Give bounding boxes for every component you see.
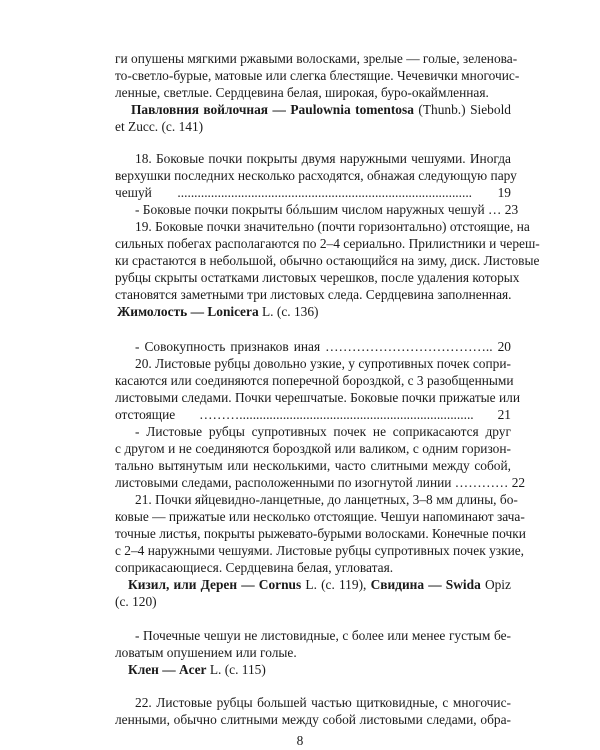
genus-heading: Жимолость — Lonicera L. (с. 136) xyxy=(117,304,319,319)
genus-heading: Кизил, или Дерен — Cornus L. (с. 119), Свидина — Swida Opiz xyxy=(128,577,511,592)
text-line: ковые — прижатые или несколько отстоящие. Чешуи напоминают зача- xyxy=(115,509,525,524)
key-alternative: - Почечные чешуи не листовидные, с более или менее густым бе- xyxy=(135,628,511,643)
text-line: тально вытянутым или несколькими, часто слитными между собой, xyxy=(115,458,511,473)
text-line: с 2–4 наружными чешуями. Листовые рубцы супротивных почек узкие, xyxy=(115,543,525,558)
text-line: соприкасающиеся. Сердцевина белая, угловатая. xyxy=(115,560,394,575)
text-line: то-светло-бурые, матовые или слегка блестящие. Чечевички многочис- xyxy=(115,68,520,83)
key-alternative: - Листовые рубцы супротивных почек не соприкасаются друг xyxy=(135,424,511,439)
text-line: касаются или соединяются поперечной бороздкой, с 3 разобщенными xyxy=(115,373,514,388)
text-line: сильных побегах располагаются по 2–4 сериально. Прилистники и череш- xyxy=(115,236,540,251)
text-line: рубцы скрыты остатками листовых черешков, после удаления которых xyxy=(115,270,520,285)
key-alternative: - Совокупность признаков иная ……………………………….. 20 xyxy=(135,339,511,354)
text-line: листовыми следами, расположенными по изогнутой линии ………… 22 xyxy=(115,475,526,490)
text-line: ленные, светлые. Сердцевина белая, широкая, буро-окаймленная. xyxy=(115,85,489,100)
key-entry-19: 19. Боковые почки значительно (почти горизонтально) отстоящие, на xyxy=(135,219,530,234)
genus-heading-cont: (с. 120) xyxy=(115,594,157,609)
key-entry-22: 22. Листовые рубцы большей частью щитковидные, с многочис- xyxy=(135,695,511,710)
text-line: верхушки последних несколько расходятся, обнажая следующую пару xyxy=(115,168,517,183)
key-entry-21: 21. Почки яйцевидно-ланцетные, до ланцетных, 3–8 мм длины, бо- xyxy=(135,492,518,507)
text-line: листовыми следами. Почки черешчатые. Боковые почки прижатые или xyxy=(115,390,520,405)
text-line: ки срастаются в небольшой, обычно остающийся на зиму, диск. Листовые xyxy=(115,253,540,268)
text-line: точные листья, покрыты рыжевато-бурыми волосками. Конечные почки xyxy=(115,526,526,541)
text-line: ленными, обычно слитными между собой листовыми следами, обра- xyxy=(115,712,511,727)
key-entry-18: 18. Боковые почки покрыты двумя наружными чешуями. Иногда xyxy=(135,151,511,166)
key-entry-20: 20. Листовые рубцы довольно узкие, у супротивных почек сопри- xyxy=(135,356,511,371)
genus-heading: Павловния войлочная — Paulownia tomentosa (Thunb.) Siebold xyxy=(131,102,511,117)
text-line: становятся заметными три листовых следа. Сердцевина заполненная. xyxy=(115,287,512,302)
genus-heading-cont: et Zucc. (с. 141) xyxy=(115,119,204,134)
text-line: отстоящие ………...................................................................... 21 xyxy=(115,407,511,422)
genus-heading: Клен — Acer L. (с. 115) xyxy=(128,662,266,677)
text-line: ги опушены мягкими ржавыми волосками, зрелые — голые, зеленова- xyxy=(115,51,518,66)
text-line: ловатым опушением или голые. xyxy=(115,645,297,660)
page-number: 8 xyxy=(296,733,304,748)
key-alternative: - Боковые почки покрыты бóльшим числом наружных чешуй … 23 xyxy=(135,202,519,217)
text-line: чешуй ........................................................................................ 19 xyxy=(115,185,511,200)
text-line: с другом и не соединяются бороздкой или валиком, с одним горизон- xyxy=(115,441,511,456)
